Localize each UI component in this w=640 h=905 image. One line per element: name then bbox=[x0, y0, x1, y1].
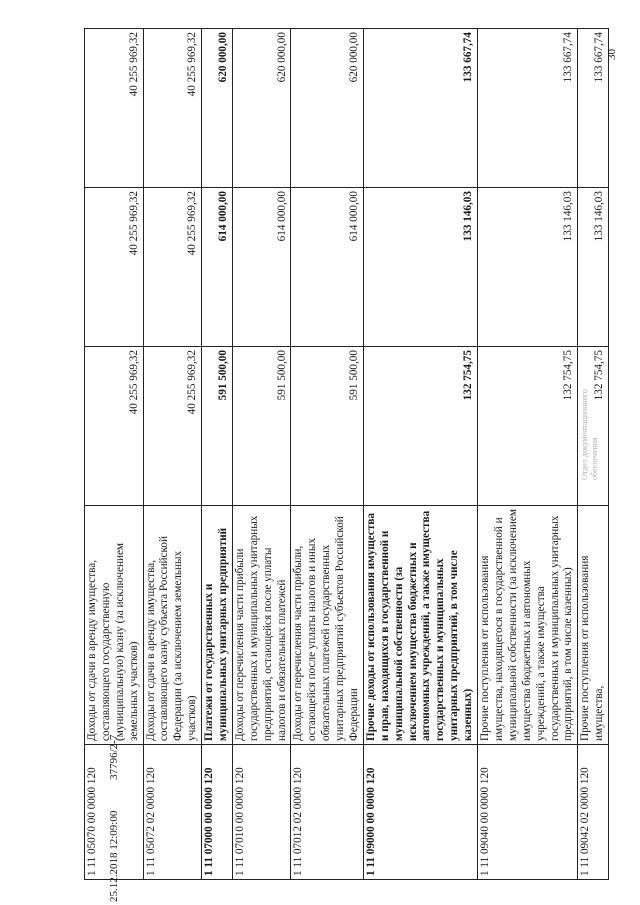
amount-2019-cell: 591 500,00 bbox=[202, 347, 233, 506]
amount-2019-cell: 591 500,00 bbox=[232, 347, 291, 506]
revenue-name-cell: Доходы от сдачи в аренду имущества, составляющего казну субъекта Российской Федерации (за исключением земельных участков) bbox=[143, 506, 202, 745]
revenue-name-cell: Доходы от перечисления части прибыли, остающейся после уплаты налогов и иных обязательных платежей государственных унитарных предприятий субъектов Российской Федерации bbox=[291, 506, 363, 745]
budget-code-cell: 1 11 07010 00 0000 120 bbox=[232, 745, 291, 880]
footer-doc-id: 37796/2-7 bbox=[108, 734, 120, 780]
revenue-name-cell: Прочие поступления от использования имущества, находящегося в государственной и муниципальной собственности (за исключением имущества бюджетных и автономных учреждений, а также имущества государственных и муниципальных унитарных предприятий, в том числе казенных) bbox=[478, 506, 578, 745]
amount-2019-cell: 40 255 969,32 bbox=[85, 347, 144, 506]
table-row bbox=[291, 29, 363, 880]
stamp: Отдел документационного обеспечения bbox=[580, 389, 600, 480]
budget-code-cell: 1 11 09000 00 0000 120 bbox=[363, 745, 477, 880]
table-row bbox=[143, 29, 202, 880]
amount-2020-cell: 133 146,03 bbox=[363, 188, 477, 347]
footer-datetime: 25.12.2018 12:09:00 bbox=[108, 810, 120, 902]
revenue-name-cell: Доходы от сдачи в аренду имущества, составляющего государственную (муниципальную) казну (за исключением земельных участков) bbox=[85, 506, 144, 745]
amount-2019-cell: 591 500,00 bbox=[291, 347, 363, 506]
budget-code-cell: 1 11 09040 00 0000 120 bbox=[478, 745, 578, 880]
revenue-name-cell: Платежи от государственных и муниципальных унитарных предприятий bbox=[202, 506, 233, 745]
amount-2021-cell: 133 667,74 bbox=[478, 29, 578, 188]
table-row bbox=[363, 29, 477, 880]
budget-code-cell: 1 11 09042 02 0000 120 bbox=[578, 745, 609, 880]
amount-2020-cell: 133 146,03 bbox=[578, 188, 609, 347]
page-number: 30 bbox=[606, 49, 618, 60]
amount-2019-cell: 132 754,75 bbox=[578, 347, 609, 506]
amount-2021-cell: 620 000,00 bbox=[291, 29, 363, 188]
revenue-name-cell: Прочие поступления от использования имущества, bbox=[578, 506, 609, 745]
revenue-name-cell: Прочие доходы от использования имущества и прав, находящихся в государственной и муниципальной собственности (за исключением имущества бюджетных и автономных учреждений, а также имущества государственных и муниципальных унитарных предприятий, в том числе казенных) bbox=[363, 506, 477, 745]
table-row bbox=[232, 29, 291, 880]
table-row bbox=[202, 29, 233, 880]
table-row bbox=[578, 29, 609, 880]
amount-2021-cell: 40 255 969,32 bbox=[85, 29, 144, 188]
amount-2020-cell: 614 000,00 bbox=[291, 188, 363, 347]
amount-2019-cell: 40 255 969,32 bbox=[143, 347, 202, 506]
table-row bbox=[478, 29, 578, 880]
amount-2020-cell: 40 255 969,32 bbox=[143, 188, 202, 347]
amount-2021-cell: 620 000,00 bbox=[202, 29, 233, 188]
amount-2020-cell: 614 000,00 bbox=[202, 188, 233, 347]
budget-code-cell: 1 11 07012 02 0000 120 bbox=[291, 745, 363, 880]
revenue-name-cell: Доходы от перечисления части прибыли государственных и муниципальных унитарных предприятий, остающейся после уплаты налогов и обязательных платежей bbox=[232, 506, 291, 745]
amount-2020-cell: 614 000,00 bbox=[232, 188, 291, 347]
amount-2021-cell: 133 667,74 bbox=[578, 29, 609, 188]
budget-code-cell: 1 11 07000 00 0000 120 bbox=[202, 745, 233, 880]
budget-code-cell: 1 11 05070 00 0000 120 bbox=[85, 745, 144, 880]
budget-code-cell: 1 11 05072 02 0000 120 bbox=[143, 745, 202, 880]
amount-2021-cell: 620 000,00 bbox=[232, 29, 291, 188]
amount-2019-cell: 132 754,75 bbox=[478, 347, 578, 506]
amount-2021-cell: 40 255 969,32 bbox=[143, 29, 202, 188]
revenue-table bbox=[84, 28, 609, 880]
amount-2021-cell: 133 667,74 bbox=[363, 29, 477, 188]
amount-2019-cell: 132 754,75 bbox=[363, 347, 477, 506]
footer-info bbox=[108, 707, 120, 902]
amount-2020-cell: 133 146,03 bbox=[478, 188, 578, 347]
amount-2020-cell: 40 255 969,32 bbox=[85, 188, 144, 347]
